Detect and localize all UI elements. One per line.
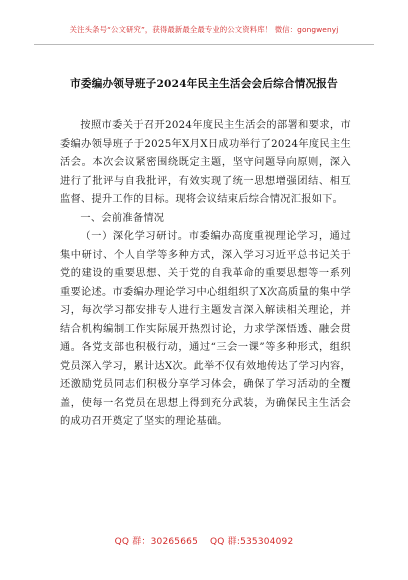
document-body — [60, 117, 351, 432]
intro-paragraph: 按照市委关于召开2024年度民主生活会的部署和要求，市委编办领导班子于2025年X月X日成功举行了2024年度民主生活会。本次会议紧密围绕既定主题，坚守问题导向原则，深入进行了批评与自我批评，有效实现了统一思想增强团结、相互监督、提升工作的目标。现将会议结束后综合情况汇报如下。 — [60, 120, 351, 205]
footer-qq-group-2: QQ 群:535304092 — [210, 537, 294, 547]
section-heading: 一、会前准备情况 — [80, 212, 165, 224]
header-divider — [34, 44, 374, 45]
footer-banner — [0, 534, 408, 547]
footer-qq-group-1: QQ 群：30265665 — [114, 537, 199, 547]
subsection-paragraph: （一）深化学习研讨。市委编办高度重视理论学习，通过集中研讨、个人自学等多种方式，深入学习习近平总书记关于党的建设的重要思想、关于党的自我革命的重要思想等一系列重要论述。市委编办理论学习中心组组织了X次高质量的集中学习，每次学习都安排专人进行主题发言深入解读相关理论，并结合机构编制工作实际展开热烈讨论，力求学深悟透、融会贯通。各党支部也积极行动，通过“三会一课”等多种形式，组织党员深入学习，累计达X次。此举不仅有效地传达了学习内容，还激励党员同志们积极分享学习体会，确保了学习活动的全覆盖，使每一名党员在思想上得到充分武装，为确保民主生活会的成功召开奠定了坚实的理论基础。 — [60, 231, 351, 427]
header-banner: 关注头条号“公文研究”，获得最新最全最专业的公文资料库！ 微信：gongwenyj — [69, 25, 339, 34]
document-title: 市委编办领导班子2024年民主生活会会后综合情况报告 — [70, 78, 338, 90]
